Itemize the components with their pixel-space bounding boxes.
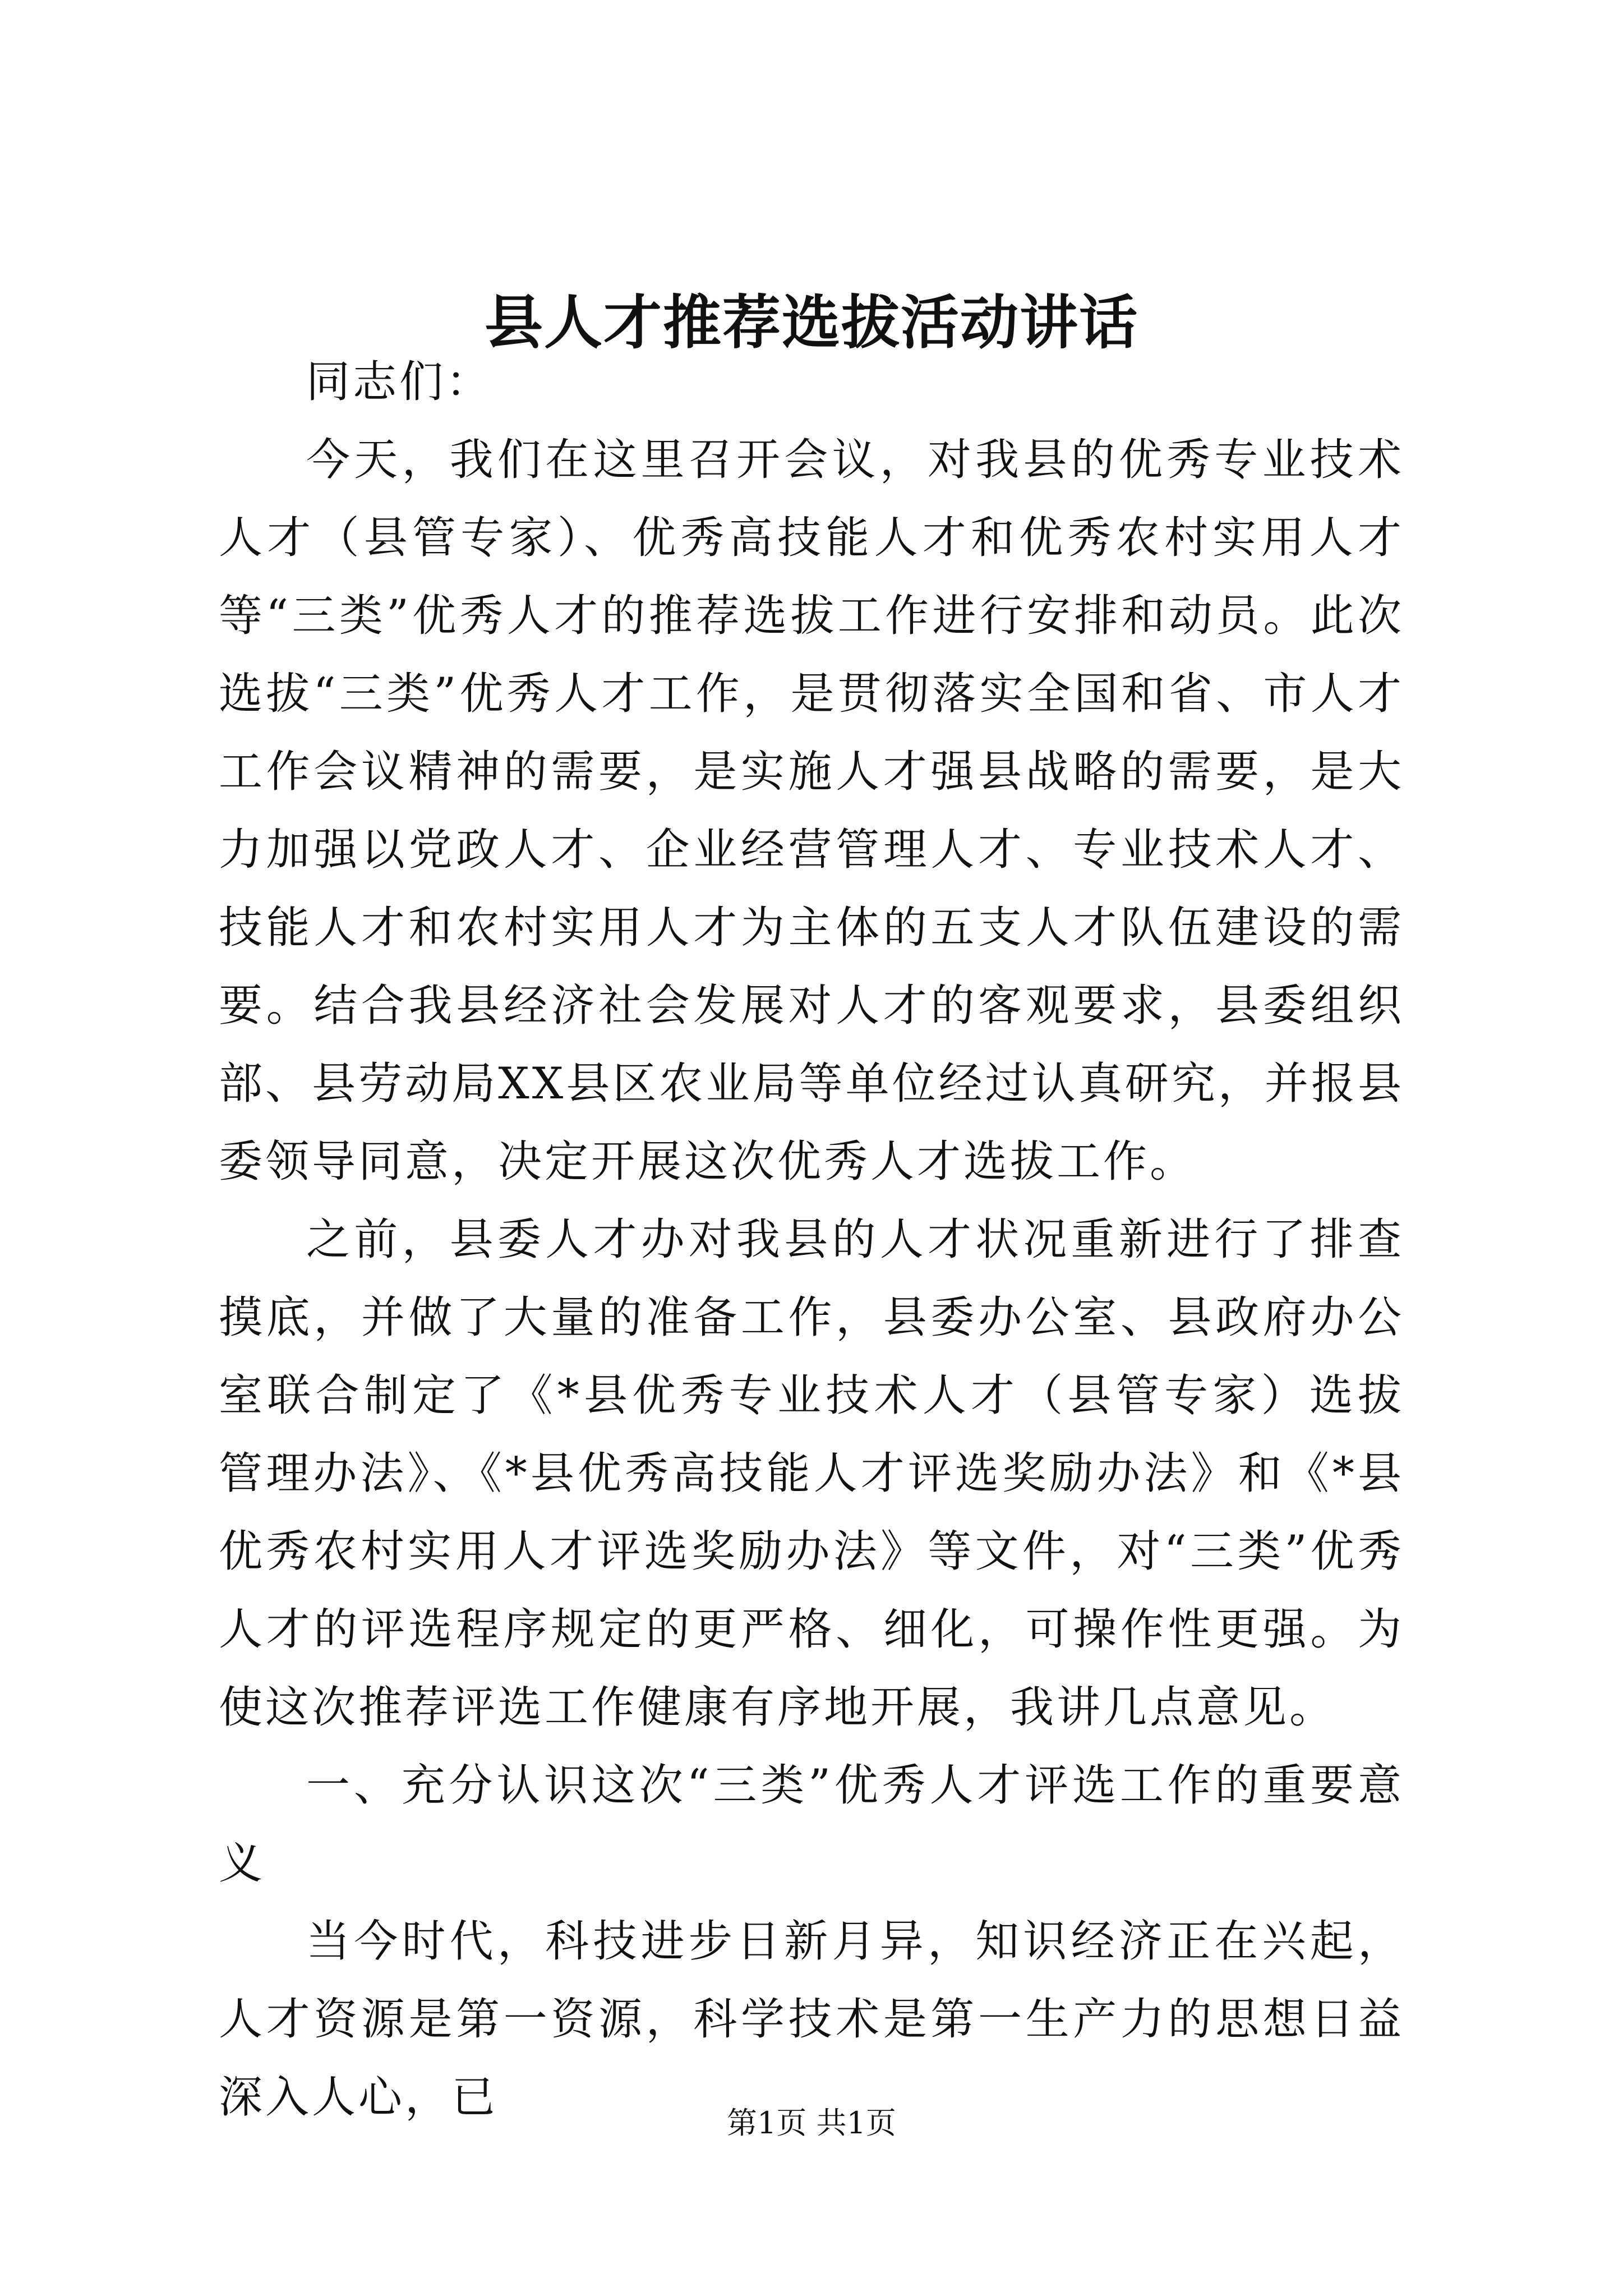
section-heading-1: 一、充分认识这次“三类”优秀人才评选工作的重要意义 xyxy=(219,1760,1404,1889)
page-footer: 第1页 共1页 xyxy=(727,2105,896,2141)
body-paragraph-2: 之前，县委人才办对我县的人才状况重新进行了排查摸底，并做了大量的准备工作，县委办公室、县政府办公室联合制定了《*县优秀专业技术人才（县管专家）选拔管理办法》、《*县优秀高技能人才评选奖励办法》和《*县优秀农村实用人才评选奖励办法》等文件，对“三类”优秀人才的评选程序规定的更严格、细化，可操作性更强。为使这次推荐评选工作健康有序地开展，我讲几点意见。 xyxy=(219,1214,1404,1733)
document-body xyxy=(219,343,1404,2137)
document-title: 县人才推荐选拔活动讲话 xyxy=(484,288,1138,357)
body-paragraph-1: 今天，我们在这里召开会议，对我县的优秀专业技术人才（县管专家）、优秀高技能人才和优秀农村实用人才等“三类”优秀人才的推荐选拔工作进行安排和动员。此次选拔“三类”优秀人才工作，是贯彻落实全国和省、市人才工作会议精神的需要，是实施人才强县战略的需要，是大力加强以党政人才、企业经营管理人才、专业技术人才、技能人才和农村实用人才为主体的五支人才队伍建设的需要。结合我县经济社会发展对人才的客观要求，县委组织部、县劳动局XX县区农业局等单位经过认真研究，并报县委领导同意，决定开展这次优秀人才选拔工作。 xyxy=(219,435,1404,1187)
body-paragraph-3: 当今时代，科技进步日新月异，知识经济正在兴起，人才资源是第一资源，科学技术是第一生产力的思想日益深入人心，已 xyxy=(219,1916,1404,2123)
greeting-paragraph: 同志们： xyxy=(306,357,493,407)
